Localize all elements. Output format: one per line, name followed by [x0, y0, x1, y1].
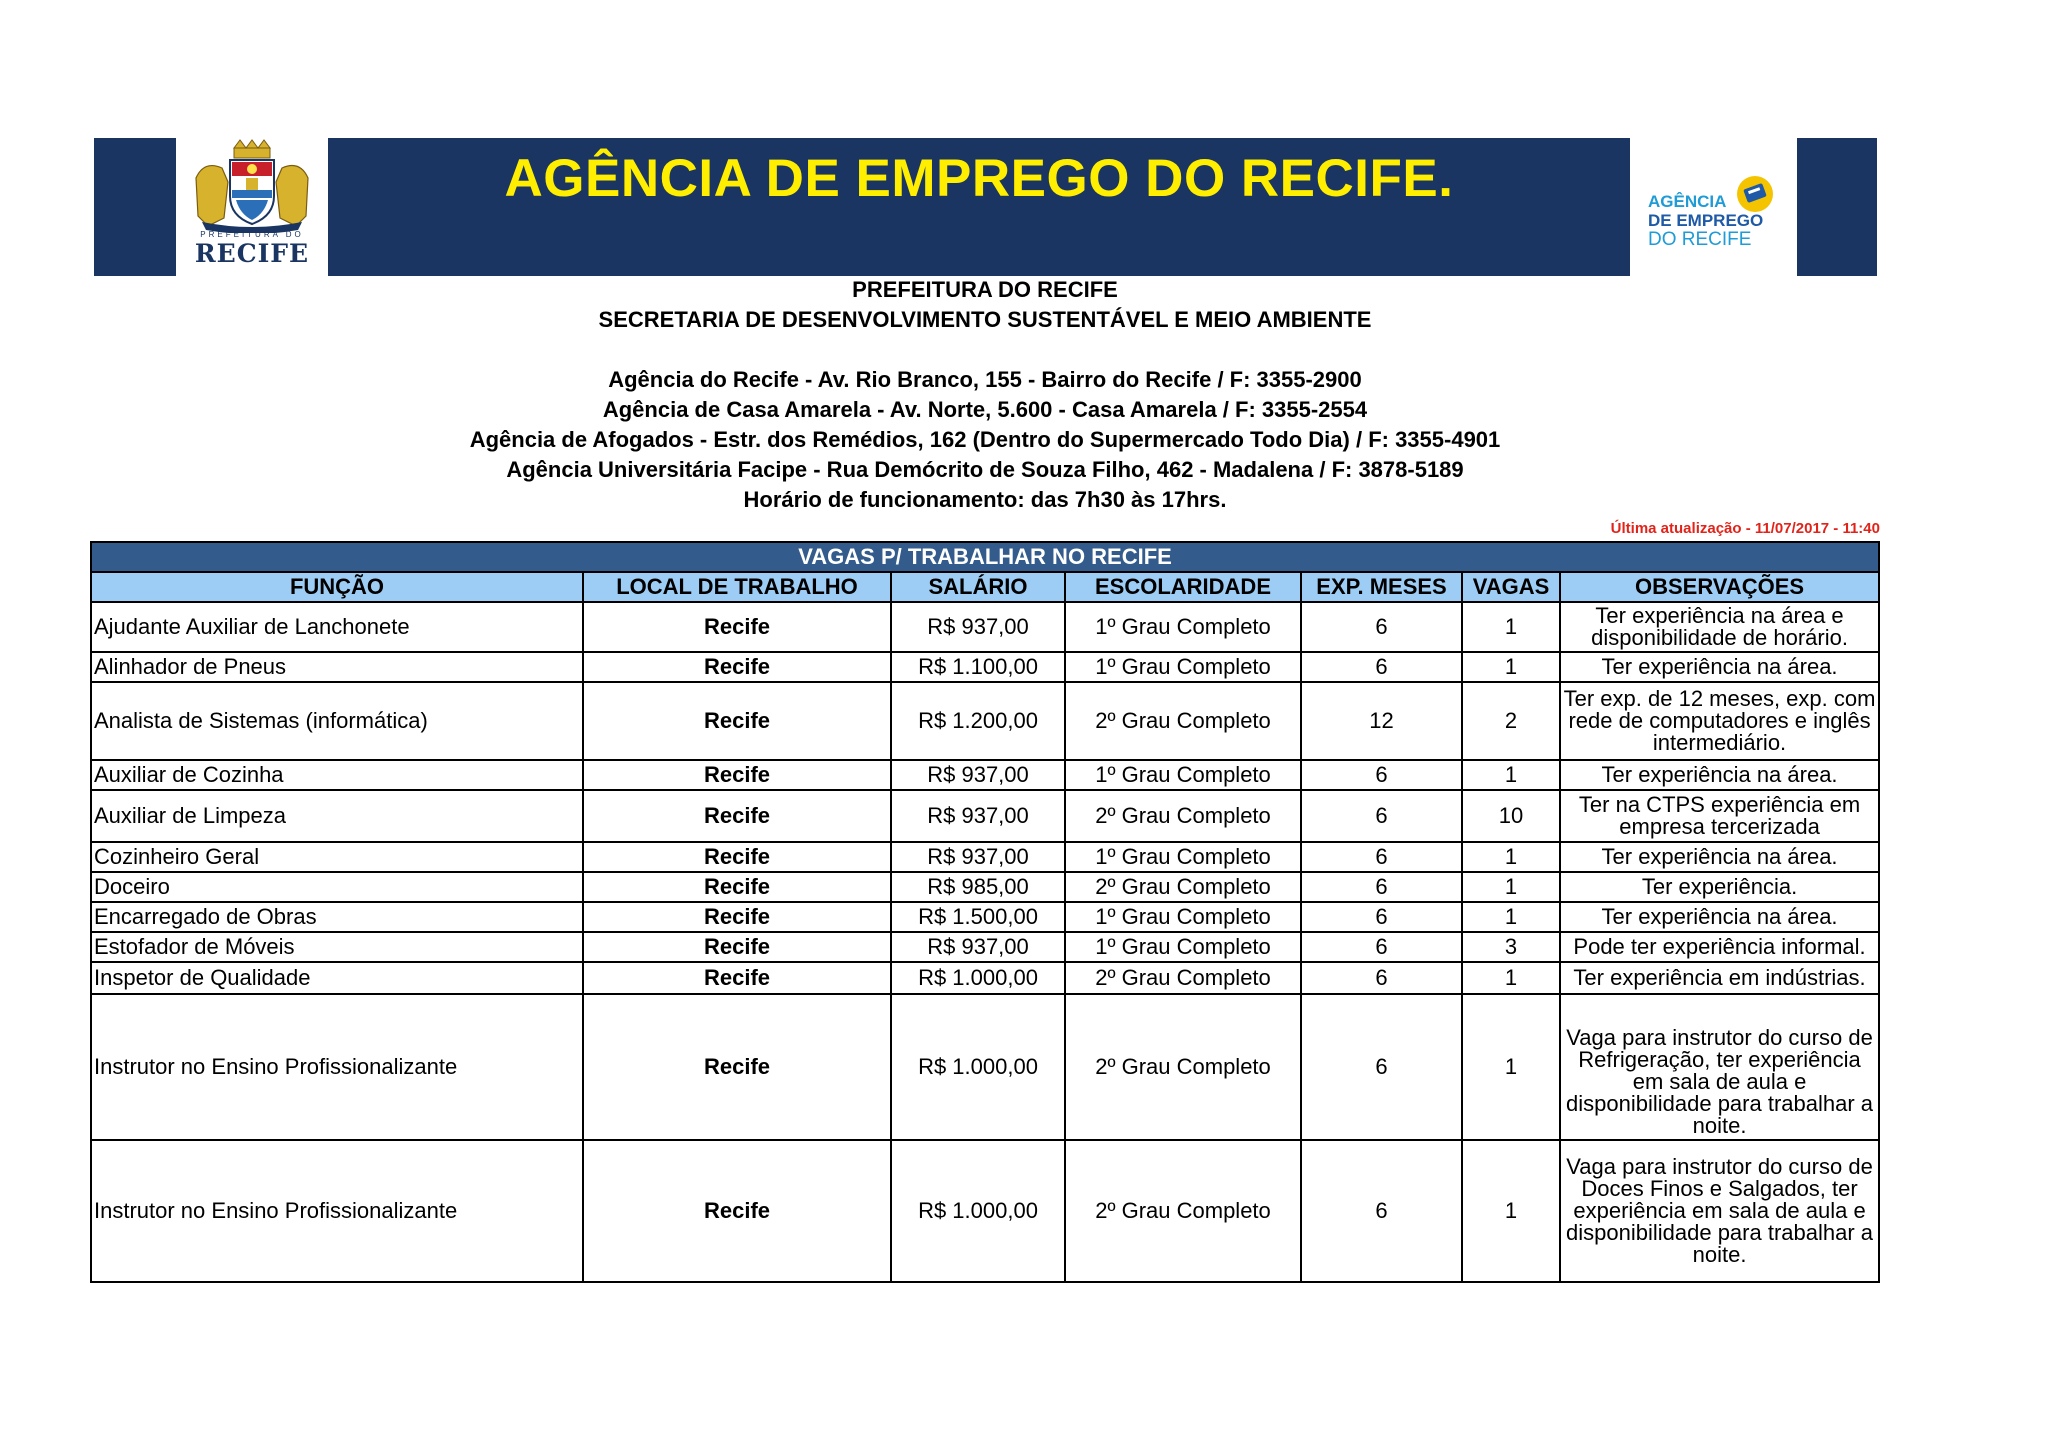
cell-local: Recife — [583, 872, 891, 902]
cell-vagas: 10 — [1462, 790, 1560, 842]
agency-address-3: Agência de Afogados - Estr. dos Remédios, 162 (Dentro do Supermercado Todo Dia) / F: 3355-4901 — [469, 427, 1501, 452]
cell-local: Recife — [583, 602, 891, 652]
cell-local: Recife — [583, 682, 891, 760]
cell-salario: R$ 937,00 — [891, 790, 1065, 842]
cell-observacoes: Ter experiência na área e disponibilidade de horário. — [1560, 602, 1879, 652]
cell-escolaridade: 1º Grau Completo — [1065, 652, 1301, 682]
cell-exp: 6 — [1301, 1140, 1462, 1282]
agency-address-4: Agência Universitária Facipe - Rua Demócrito de Souza Filho, 462 - Madalena / F: 3878-5189 — [506, 457, 1464, 482]
cell-vagas: 1 — [1462, 902, 1560, 932]
cell-vagas: 1 — [1462, 760, 1560, 790]
cell-escolaridade: 2º Grau Completo — [1065, 682, 1301, 760]
agency-logo-line3: DO RECIFE — [1648, 229, 1752, 250]
cell-funcao: Auxiliar de Cozinha — [91, 760, 583, 790]
agency-logo-line2: DE EMPREGO — [1648, 211, 1764, 230]
cell-salario: R$ 937,00 — [891, 932, 1065, 962]
cell-local: Recife — [583, 962, 891, 994]
cell-exp: 6 — [1301, 872, 1462, 902]
table-row — [91, 962, 1879, 994]
cell-funcao: Instrutor no Ensino Profissionalizante — [91, 1140, 583, 1282]
cell-salario: R$ 1.000,00 — [891, 1140, 1065, 1282]
logo-recife-text: RECIFE — [194, 239, 310, 268]
opening-hours: Horário de funcionamento: das 7h30 às 17hrs. — [743, 487, 1227, 512]
table-row — [91, 902, 1879, 932]
agency-address-2: Agência de Casa Amarela - Av. Norte, 5.600 - Casa Amarela / F: 3355-2554 — [602, 397, 1368, 422]
cell-vagas: 3 — [1462, 932, 1560, 962]
cell-observacoes: Ter experiência na área. — [1560, 652, 1879, 682]
agency-logo-line1: AGÊNCIA — [1648, 192, 1727, 211]
cell-escolaridade: 2º Grau Completo — [1065, 962, 1301, 994]
cell-escolaridade: 1º Grau Completo — [1065, 932, 1301, 962]
table-row — [91, 760, 1879, 790]
cell-observacoes: Vaga para instrutor do curso de Doces Finos e Salgados, ter experiência em sala de aula e disponibilidade para trabalhar a noite. — [1560, 1140, 1879, 1282]
cell-salario: R$ 937,00 — [891, 760, 1065, 790]
cell-escolaridade: 2º Grau Completo — [1065, 994, 1301, 1140]
cell-salario: R$ 985,00 — [891, 872, 1065, 902]
table-row — [91, 1140, 1879, 1282]
cell-escolaridade: 1º Grau Completo — [1065, 902, 1301, 932]
cell-salario: R$ 1.500,00 — [891, 902, 1065, 932]
cell-observacoes: Ter experiência na área. — [1560, 760, 1879, 790]
table-caption: VAGAS P/ TRABALHAR NO RECIFE — [91, 542, 1879, 572]
cell-vagas: 1 — [1462, 652, 1560, 682]
table-row — [91, 602, 1879, 652]
agency-logo-text — [1648, 192, 1763, 249]
cell-vagas: 1 — [1462, 602, 1560, 652]
cell-local: Recife — [583, 760, 891, 790]
table-row — [91, 790, 1879, 842]
banner-left-block — [94, 138, 176, 276]
cell-observacoes: Ter exp. de 12 meses, exp. com rede de computadores e inglês intermediário. — [1560, 682, 1879, 760]
table-row — [91, 652, 1879, 682]
cell-funcao: Ajudante Auxiliar de Lanchonete — [91, 602, 583, 652]
cell-funcao: Estofador de Móveis — [91, 932, 583, 962]
cell-funcao: Cozinheiro Geral — [91, 842, 583, 872]
cell-vagas: 2 — [1462, 682, 1560, 760]
page-title: AGÊNCIA DE EMPREGO DO RECIFE. — [504, 149, 1454, 208]
column-header-salario: SALÁRIO — [891, 572, 1065, 602]
banner-right-block — [1797, 138, 1877, 276]
cell-funcao: Alinhador de Pneus — [91, 652, 583, 682]
cell-exp: 6 — [1301, 962, 1462, 994]
column-header-funcao: FUNÇÃO — [91, 572, 583, 602]
cell-funcao: Auxiliar de Limpeza — [91, 790, 583, 842]
cell-local: Recife — [583, 932, 891, 962]
prefeitura-logo — [176, 138, 328, 276]
cell-funcao: Inspetor de Qualidade — [91, 962, 583, 994]
cell-exp: 6 — [1301, 902, 1462, 932]
cell-funcao: Encarregado de Obras — [91, 902, 583, 932]
cell-observacoes: Ter experiência. — [1560, 872, 1879, 902]
cell-local: Recife — [583, 902, 891, 932]
secretariat-name: SECRETARIA DE DESENVOLVIMENTO SUSTENTÁVEL E MEIO AMBIENTE — [598, 307, 1372, 332]
cell-salario: R$ 1.000,00 — [891, 962, 1065, 994]
cell-escolaridade: 1º Grau Completo — [1065, 602, 1301, 652]
cell-observacoes: Ter experiência na área. — [1560, 902, 1879, 932]
org-name: PREFEITURA DO RECIFE — [852, 277, 1118, 302]
last-update: Última atualização - 11/07/2017 - 11:40 — [1610, 520, 1880, 537]
table-row — [91, 932, 1879, 962]
cell-funcao: Doceiro — [91, 872, 583, 902]
column-header-observacoes: OBSERVAÇÕES — [1560, 572, 1879, 602]
cell-exp: 12 — [1301, 682, 1462, 760]
cell-escolaridade: 2º Grau Completo — [1065, 790, 1301, 842]
cell-salario: R$ 1.200,00 — [891, 682, 1065, 760]
column-header-local: LOCAL DE TRABALHO — [583, 572, 891, 602]
cell-escolaridade: 2º Grau Completo — [1065, 1140, 1301, 1282]
cell-exp: 6 — [1301, 790, 1462, 842]
cell-exp: 6 — [1301, 760, 1462, 790]
cell-vagas: 1 — [1462, 962, 1560, 994]
cell-salario: R$ 1.000,00 — [891, 994, 1065, 1140]
cell-observacoes: Ter experiência em indústrias. — [1560, 962, 1879, 994]
cell-local: Recife — [583, 1140, 891, 1282]
cell-escolaridade: 2º Grau Completo — [1065, 872, 1301, 902]
agency-address-1: Agência do Recife - Av. Rio Branco, 155 - Bairro do Recife / F: 3355-2900 — [608, 367, 1362, 392]
cell-escolaridade: 1º Grau Completo — [1065, 842, 1301, 872]
agency-logo — [1630, 138, 1797, 276]
jobs-table — [90, 541, 1880, 1283]
city-coat-of-arms-icon — [176, 138, 328, 233]
cell-vagas: 1 — [1462, 872, 1560, 902]
cell-local: Recife — [583, 842, 891, 872]
cell-exp: 6 — [1301, 994, 1462, 1140]
cell-observacoes: Ter experiência na área. — [1560, 842, 1879, 872]
cell-funcao: Instrutor no Ensino Profissionalizante — [91, 994, 583, 1140]
column-header-vagas: VAGAS — [1462, 572, 1560, 602]
cell-local: Recife — [583, 790, 891, 842]
cell-escolaridade: 1º Grau Completo — [1065, 760, 1301, 790]
cell-vagas: 1 — [1462, 994, 1560, 1140]
cell-vagas: 1 — [1462, 842, 1560, 872]
table-row — [91, 842, 1879, 872]
column-header-exp: EXP. MESES — [1301, 572, 1462, 602]
cell-exp: 6 — [1301, 932, 1462, 962]
cell-observacoes: Vaga para instrutor do curso de Refrigeração, ter experiência em sala de aula e disponibilidade para trabalhar a noite. — [1560, 994, 1879, 1140]
cell-local: Recife — [583, 652, 891, 682]
cell-exp: 6 — [1301, 602, 1462, 652]
cell-vagas: 1 — [1462, 1140, 1560, 1282]
cell-funcao: Analista de Sistemas (informática) — [91, 682, 583, 760]
cell-salario: R$ 937,00 — [891, 842, 1065, 872]
logo-prefeitura-text: PREFEITURA DO — [200, 230, 304, 239]
cell-exp: 6 — [1301, 652, 1462, 682]
column-header-escolaridade: ESCOLARIDADE — [1065, 572, 1301, 602]
header-banner — [94, 138, 1877, 276]
table-row — [91, 994, 1879, 1140]
table-row — [91, 682, 1879, 760]
cell-observacoes: Ter na CTPS experiência em empresa tercerizada — [1560, 790, 1879, 842]
cell-exp: 6 — [1301, 842, 1462, 872]
table-row — [91, 872, 1879, 902]
cell-salario: R$ 937,00 — [891, 602, 1065, 652]
cell-salario: R$ 1.100,00 — [891, 652, 1065, 682]
cell-observacoes: Pode ter experiência informal. — [1560, 932, 1879, 962]
cell-local: Recife — [583, 994, 891, 1140]
